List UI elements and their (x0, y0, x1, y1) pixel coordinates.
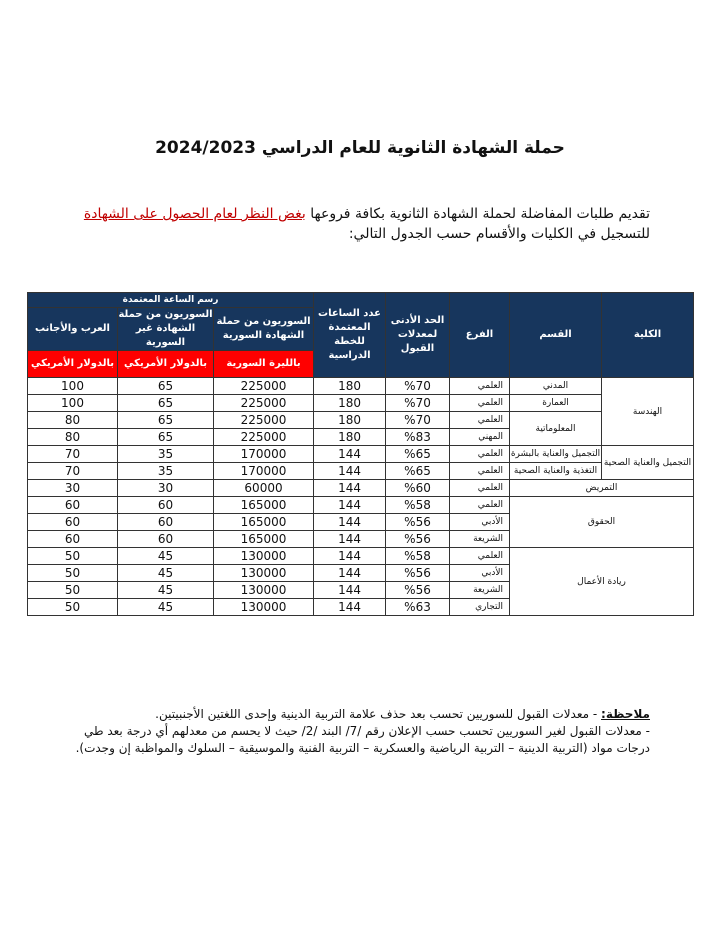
cell-branch: العلمي (450, 548, 510, 565)
cell-min-average: %65 (386, 463, 450, 480)
cell-branch: الأدبي (450, 514, 510, 531)
cell-fee-arab: 60 (28, 531, 118, 548)
intro-highlight: بغض النظر لعام الحصول على الشهادة (83, 206, 306, 222)
cell-branch: الأدبي (450, 565, 510, 582)
cell-credit-hours: 180 (314, 378, 386, 395)
note-text-1: - معدلات القبول للسوريين تحسب بعد حذف علامة التربية الدينية وإحدى اللغتين الأجنبيتين. (155, 707, 602, 721)
cell-credit-hours: 144 (314, 599, 386, 616)
cell-credit-hours: 144 (314, 565, 386, 582)
table-row (28, 412, 694, 429)
cell-faculty: التجميل والعناية الصحية (602, 446, 694, 480)
cell-fee-usd: 60 (118, 497, 214, 514)
header-fee-group: رسم الساعة المعتمدة (28, 293, 314, 308)
cell-fee-syp: 130000 (214, 548, 314, 565)
header-currency-syp: بالليرة السورية (214, 351, 314, 378)
cell-fee-usd: 35 (118, 463, 214, 480)
cell-min-average: %70 (386, 412, 450, 429)
cell-fee-usd: 65 (118, 412, 214, 429)
cell-min-average: %60 (386, 480, 450, 497)
table-row (28, 395, 694, 412)
cell-fee-arab: 50 (28, 565, 118, 582)
cell-fee-syp: 130000 (214, 599, 314, 616)
cell-credit-hours: 180 (314, 395, 386, 412)
table-row (28, 548, 694, 565)
cell-branch: الشريعة (450, 582, 510, 599)
cell-fee-syp: 130000 (214, 582, 314, 599)
cell-fee-arab: 80 (28, 429, 118, 446)
cell-credit-hours: 144 (314, 463, 386, 480)
cell-min-average: %56 (386, 582, 450, 599)
header-syrian-noncert: السوريون من حملة الشهادة غير السورية (118, 308, 214, 351)
cell-fee-usd: 65 (118, 395, 214, 412)
cell-fee-usd: 65 (118, 378, 214, 395)
table-row (28, 497, 694, 514)
cell-fee-usd: 35 (118, 446, 214, 463)
cell-department: المدني (510, 378, 602, 395)
cell-branch: العلمي (450, 497, 510, 514)
cell-credit-hours: 180 (314, 429, 386, 446)
cell-department: التجميل والعناية بالبشرة (510, 446, 602, 463)
cell-department: التغذية والعناية الصحية (510, 463, 602, 480)
cell-faculty: الحقوق (510, 497, 694, 548)
header-syrian-cert: السوريون من حملة الشهادة السورية (214, 308, 314, 351)
cell-credit-hours: 144 (314, 582, 386, 599)
header-credit-hours: عدد الساعات المعتمدة للخطة الدراسية (314, 293, 386, 378)
cell-fee-usd: 45 (118, 548, 214, 565)
cell-fee-syp: 225000 (214, 412, 314, 429)
cell-branch: التجاري (450, 599, 510, 616)
cell-branch: العلمي (450, 463, 510, 480)
table-row (28, 378, 694, 395)
cell-branch: الشريعة (450, 531, 510, 548)
header-currency-usd: بالدولار الأمريكي (118, 351, 214, 378)
intro-text-2: للتسجيل في الكليات والأقسام حسب الجدول التالي: (348, 226, 650, 242)
cell-min-average: %58 (386, 548, 450, 565)
note-label: ملاحظة: (601, 707, 650, 721)
intro-paragraph (70, 204, 650, 244)
cell-fee-arab: 100 (28, 378, 118, 395)
cell-branch: العلمي (450, 480, 510, 497)
cell-fee-arab: 50 (28, 548, 118, 565)
table-row (28, 463, 694, 480)
cell-min-average: %56 (386, 514, 450, 531)
cell-fee-usd: 65 (118, 429, 214, 446)
cell-credit-hours: 144 (314, 514, 386, 531)
cell-fee-arab: 60 (28, 497, 118, 514)
header-department: القسم (510, 293, 602, 378)
cell-fee-usd: 45 (118, 582, 214, 599)
cell-min-average: %63 (386, 599, 450, 616)
cell-fee-syp: 165000 (214, 497, 314, 514)
cell-min-average: %58 (386, 497, 450, 514)
cell-min-average: %83 (386, 429, 450, 446)
note-line-2: - معدلات القبول لغير السوريين تحسب حسب الإعلان رقم /7/ البند /2/ حيث لا يحسم من معدلهم أي درجة بعد طي درجات مواد (التربية الدينية – التربية الرياضية والعسكرية – التربية الفنية والموسيقية – السلوك والمواظبة إن وجدت). (75, 724, 650, 755)
cell-fee-syp: 225000 (214, 429, 314, 446)
cell-fee-syp: 130000 (214, 565, 314, 582)
cell-fee-arab: 100 (28, 395, 118, 412)
header-currency-usd-arab: بالدولار الأمريكي (28, 351, 118, 378)
cell-fee-usd: 60 (118, 514, 214, 531)
cell-credit-hours: 144 (314, 531, 386, 548)
cell-fee-syp: 225000 (214, 395, 314, 412)
cell-department: المعلوماتية (510, 412, 602, 446)
cell-fee-syp: 225000 (214, 378, 314, 395)
cell-fee-arab: 50 (28, 599, 118, 616)
cell-branch: العلمي (450, 378, 510, 395)
cell-fee-usd: 45 (118, 599, 214, 616)
cell-credit-hours: 144 (314, 446, 386, 463)
table-row (28, 480, 694, 497)
notes-section (70, 706, 650, 757)
cell-min-average: %70 (386, 395, 450, 412)
cell-fee-arab: 70 (28, 446, 118, 463)
cell-department: العمارة (510, 395, 602, 412)
table-row (28, 446, 694, 463)
cell-fee-syp: 60000 (214, 480, 314, 497)
admission-table (27, 292, 694, 616)
note-line-1 (70, 706, 650, 723)
cell-fee-arab: 80 (28, 412, 118, 429)
cell-fee-arab: 30 (28, 480, 118, 497)
cell-branch: العلمي (450, 395, 510, 412)
cell-fee-syp: 165000 (214, 531, 314, 548)
cell-branch: العلمي (450, 446, 510, 463)
header-min-average: الحد الأدنى لمعدلات القبول (386, 293, 450, 378)
cell-faculty: الهندسة (602, 378, 694, 446)
cell-fee-usd: 45 (118, 565, 214, 582)
cell-credit-hours: 180 (314, 412, 386, 429)
cell-min-average: %65 (386, 446, 450, 463)
header-branch: الفرع (450, 293, 510, 378)
header-arab-foreign: العرب والأجانب (28, 308, 118, 351)
cell-fee-syp: 170000 (214, 446, 314, 463)
cell-credit-hours: 144 (314, 548, 386, 565)
cell-fee-arab: 50 (28, 582, 118, 599)
cell-min-average: %70 (386, 378, 450, 395)
cell-credit-hours: 144 (314, 497, 386, 514)
page-title: حملة الشهادة الثانوية للعام الدراسي 2024/2023 (155, 138, 565, 158)
cell-fee-syp: 165000 (214, 514, 314, 531)
cell-faculty: ريادة الأعمال (510, 548, 694, 616)
cell-fee-usd: 60 (118, 531, 214, 548)
cell-min-average: %56 (386, 565, 450, 582)
cell-faculty: التمريض (510, 480, 694, 497)
intro-text-1: تقديم طلبات المفاضلة لحملة الشهادة الثانوية بكافة فروعها (305, 206, 650, 222)
header-faculty: الكلية (602, 293, 694, 378)
cell-fee-syp: 170000 (214, 463, 314, 480)
cell-branch: العلمي (450, 412, 510, 429)
cell-credit-hours: 144 (314, 480, 386, 497)
cell-fee-usd: 30 (118, 480, 214, 497)
cell-min-average: %56 (386, 531, 450, 548)
cell-fee-arab: 60 (28, 514, 118, 531)
cell-fee-arab: 70 (28, 463, 118, 480)
cell-branch: المهني (450, 429, 510, 446)
